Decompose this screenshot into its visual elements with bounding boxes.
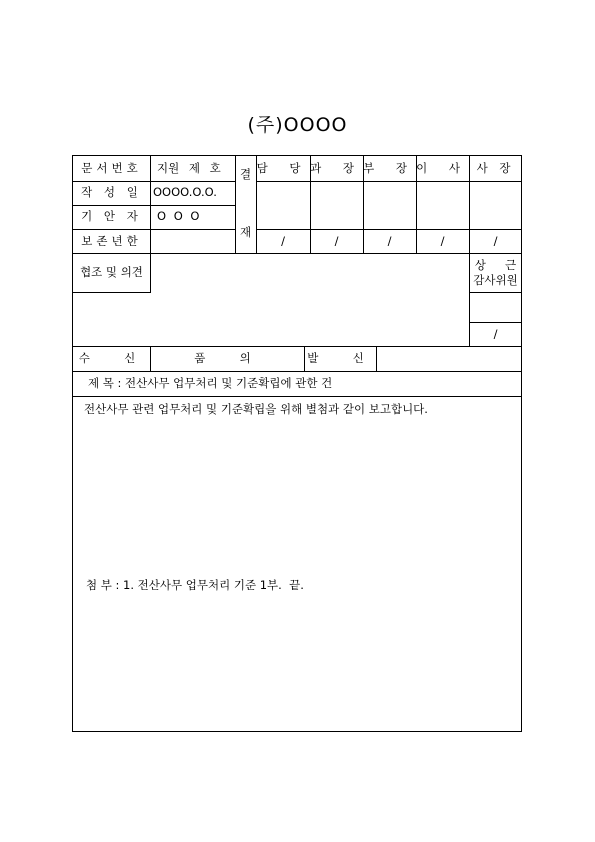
- approval-label-bottom: 재: [239, 225, 252, 239]
- retention-label: 보존년한: [81, 234, 142, 248]
- date-value: OOOO.O.O.: [153, 185, 217, 199]
- row-divider: [72, 181, 235, 182]
- row-divider: [256, 181, 522, 182]
- drafter-label: 기 안 자: [81, 209, 142, 223]
- row-divider: [72, 346, 522, 347]
- doc-number-label: 문서번호: [81, 161, 142, 175]
- approval-label-top: 결: [239, 167, 252, 181]
- row-divider: [72, 205, 235, 206]
- auditor-label: 상 근: [474, 258, 517, 272]
- approval-date-slash: /: [281, 234, 285, 248]
- document-title: (주)OOOO: [247, 114, 348, 136]
- drafter-value: O O O: [157, 209, 202, 223]
- recipient-label: 수 신: [78, 351, 145, 365]
- approval-request-label: 품 의: [194, 351, 260, 365]
- row-divider: [72, 229, 235, 230]
- approval-date-slash: /: [387, 234, 392, 248]
- column-divider: [469, 155, 470, 346]
- row-divider: [469, 322, 522, 323]
- role-label: 부 장: [363, 161, 416, 175]
- opinion-label: 협조 및 의견: [80, 265, 143, 279]
- row-divider: [72, 396, 522, 397]
- approval-date-slash: /: [334, 234, 339, 248]
- auditor-date-slash: /: [493, 327, 498, 341]
- doc-number-value: 지원 제 호: [157, 161, 221, 175]
- role-label: 이 사: [416, 161, 469, 175]
- date-label: 작 성 일: [81, 185, 142, 199]
- approval-date-slash: /: [493, 234, 498, 248]
- column-divider: [376, 346, 377, 371]
- row-divider: [256, 229, 522, 230]
- body-text: 전산사무 관련 업무처리 및 기준확립을 위해 별첨과 같이 보고합니다.: [84, 402, 428, 416]
- row-divider: [72, 253, 522, 254]
- subject-line: 제 목 : 전산사무 업무처리 및 기준확립에 관한 건: [88, 376, 333, 390]
- row-divider: [72, 371, 522, 372]
- role-label: 담 당: [256, 161, 310, 175]
- row-divider: [469, 292, 522, 293]
- auditor-label: 감사위원: [473, 273, 518, 287]
- approval-date-slash: /: [440, 234, 445, 248]
- row-divider: [72, 292, 151, 293]
- sender-label: 발 신: [307, 351, 373, 365]
- attachment-line: 첨 부 : 1. 전산사무 업무처리 기준 1부. 끝.: [86, 578, 304, 592]
- role-label: 과 장: [310, 161, 363, 175]
- role-label: 사 장: [476, 161, 515, 175]
